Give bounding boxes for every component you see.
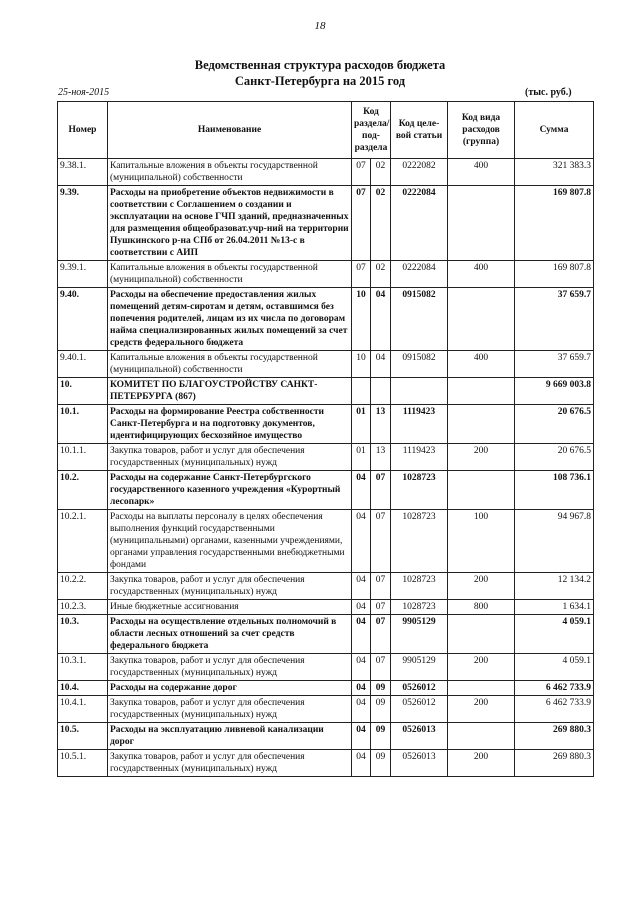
row-article: 0526012 — [391, 696, 448, 723]
row-subsection: 07 — [371, 573, 391, 600]
row-name: Капитальные вложения в объекты государственной (муниципальной) собственности — [108, 351, 352, 378]
header-amount: Сумма — [515, 102, 594, 159]
row-article: 1119423 — [391, 444, 448, 471]
row-amount: 6 462 733.9 — [515, 681, 594, 696]
row-amount: 4 059.1 — [515, 654, 594, 681]
row-expense-type — [448, 723, 515, 750]
row-section: 04 — [352, 681, 371, 696]
row-number: 9.38.1. — [58, 159, 108, 186]
header-row — [58, 102, 594, 159]
title-line-1: Ведомственная структура расходов бюджета — [194, 58, 446, 72]
row-article: 0526013 — [391, 750, 448, 777]
row-amount: 20 676.5 — [515, 405, 594, 444]
row-article — [391, 378, 448, 405]
row-section: 07 — [352, 261, 371, 288]
row-expense-type: 800 — [448, 600, 515, 615]
row-subsection: 07 — [371, 654, 391, 681]
header-number: Номер — [58, 102, 108, 159]
row-expense-type — [448, 681, 515, 696]
row-number: 10.5. — [58, 723, 108, 750]
row-amount: 1 634.1 — [515, 600, 594, 615]
row-section: 04 — [352, 510, 371, 573]
row-name: Иные бюджетные ассигнования — [108, 600, 352, 615]
row-expense-type: 200 — [448, 654, 515, 681]
row-name: Закупка товаров, работ и услуг для обеспечения государственных (муниципальных) нужд — [108, 654, 352, 681]
row-amount: 4 059.1 — [515, 615, 594, 654]
row-article: 0526013 — [391, 723, 448, 750]
row-article: 0222084 — [391, 186, 448, 261]
row-article: 1028723 — [391, 510, 448, 573]
row-section: 10 — [352, 351, 371, 378]
row-article: 0915082 — [391, 288, 448, 351]
table-body — [58, 159, 594, 777]
table-row — [58, 600, 594, 615]
row-name: Расходы на содержание Санкт-Петербургского государственного казенного учреждения «Курортный лесопарк» — [108, 471, 352, 510]
row-subsection: 04 — [371, 351, 391, 378]
table-row — [58, 681, 594, 696]
row-section: 04 — [352, 696, 371, 723]
row-number: 9.40. — [58, 288, 108, 351]
row-subsection: 04 — [371, 288, 391, 351]
row-amount: 12 134.2 — [515, 573, 594, 600]
row-section: 04 — [352, 750, 371, 777]
row-name: Расходы на эксплуатацию ливневой канализации дорог — [108, 723, 352, 750]
row-expense-type: 400 — [448, 261, 515, 288]
row-subsection: 07 — [371, 615, 391, 654]
row-expense-type: 200 — [448, 573, 515, 600]
row-article: 0222082 — [391, 159, 448, 186]
row-number: 9.39.1. — [58, 261, 108, 288]
row-number: 9.39. — [58, 186, 108, 261]
row-subsection: 09 — [371, 696, 391, 723]
row-name: Закупка товаров, работ и услуг для обеспечения государственных (муниципальных) нужд — [108, 573, 352, 600]
row-amount: 94 967.8 — [515, 510, 594, 573]
row-expense-type: 200 — [448, 696, 515, 723]
row-name: Расходы на осуществление отдельных полномочий в области лесных отношений за счет средств федерального бюджета — [108, 615, 352, 654]
row-expense-type: 400 — [448, 351, 515, 378]
row-amount: 108 736.1 — [515, 471, 594, 510]
table-row — [58, 351, 594, 378]
table-row — [58, 573, 594, 600]
page-number: 18 — [314, 20, 326, 32]
row-article: 1028723 — [391, 600, 448, 615]
header-article: Код целе- вой статьи — [391, 102, 448, 159]
row-article: 0526012 — [391, 681, 448, 696]
title-line-2: Санкт-Петербурга на 2015 год — [234, 74, 406, 88]
row-article: 0915082 — [391, 351, 448, 378]
row-expense-type: 200 — [448, 444, 515, 471]
row-subsection — [371, 378, 391, 405]
table-row — [58, 261, 594, 288]
row-subsection: 13 — [371, 444, 391, 471]
row-amount: 9 669 003.8 — [515, 378, 594, 405]
row-number: 9.40.1. — [58, 351, 108, 378]
row-number: 10.1. — [58, 405, 108, 444]
table-row — [58, 615, 594, 654]
row-number: 10.5.1. — [58, 750, 108, 777]
row-subsection: 02 — [371, 159, 391, 186]
row-name: Расходы на формирование Реестра собственности Санкт-Петербурга и на подготовку документов, идентифицирующих бесхозяйное имущество — [108, 405, 352, 444]
row-section: 04 — [352, 600, 371, 615]
table-row — [58, 471, 594, 510]
row-name: Расходы на приобретение объектов недвижимости в соответствии с Соглашением о создании и эксплуатации на основе ГЧП зданий, предназначенных для размещения общеобразоват.учр-ний на территории Пушкинского р-на СПб от 26.04.2011 №13-с в соответствии с АИП — [108, 186, 352, 261]
table-row — [58, 654, 594, 681]
table-row — [58, 159, 594, 186]
row-subsection: 13 — [371, 405, 391, 444]
header-name: Наименование — [108, 102, 352, 159]
row-section — [352, 378, 371, 405]
row-expense-type — [448, 288, 515, 351]
row-number: 10.2. — [58, 471, 108, 510]
budget-table — [57, 101, 594, 777]
row-article: 1028723 — [391, 573, 448, 600]
date-label: 25-ноя-2015 — [58, 87, 110, 98]
table-row — [58, 750, 594, 777]
row-amount: 321 383.3 — [515, 159, 594, 186]
table-row — [58, 696, 594, 723]
row-amount: 20 676.5 — [515, 444, 594, 471]
row-amount: 269 880.3 — [515, 723, 594, 750]
row-expense-type — [448, 615, 515, 654]
row-article: 9905129 — [391, 654, 448, 681]
row-number: 10.3. — [58, 615, 108, 654]
row-number: 10. — [58, 378, 108, 405]
header-section: Код раздела/ под- раздела — [352, 102, 391, 159]
row-number: 10.2.3. — [58, 600, 108, 615]
row-article: 9905129 — [391, 615, 448, 654]
row-article: 1119423 — [391, 405, 448, 444]
row-section: 01 — [352, 444, 371, 471]
row-subsection: 02 — [371, 261, 391, 288]
row-number: 10.4.1. — [58, 696, 108, 723]
row-article: 0222084 — [391, 261, 448, 288]
row-amount: 6 462 733.9 — [515, 696, 594, 723]
row-amount: 37 659.7 — [515, 288, 594, 351]
row-amount: 169 807.8 — [515, 186, 594, 261]
row-amount: 169 807.8 — [515, 261, 594, 288]
row-number: 10.2.1. — [58, 510, 108, 573]
header-expense-type: Код вида расходов (группа) — [448, 102, 515, 159]
row-section: 04 — [352, 573, 371, 600]
row-subsection: 07 — [371, 510, 391, 573]
row-amount: 37 659.7 — [515, 351, 594, 378]
row-number: 10.4. — [58, 681, 108, 696]
row-section: 07 — [352, 186, 371, 261]
row-name: Расходы на выплаты персоналу в целях обеспечения выполнения функций государственными (муниципальными) органами, казенными учреждениями, органами управления государственными внебюджетными фондами — [108, 510, 352, 573]
row-name: Капитальные вложения в объекты государственной (муниципальной) собственности — [108, 159, 352, 186]
table-row — [58, 378, 594, 405]
row-expense-type: 400 — [448, 159, 515, 186]
row-article: 1028723 — [391, 471, 448, 510]
row-subsection: 07 — [371, 600, 391, 615]
row-section: 04 — [352, 654, 371, 681]
row-name: Закупка товаров, работ и услуг для обеспечения государственных (муниципальных) нужд — [108, 444, 352, 471]
row-name: Закупка товаров, работ и услуг для обеспечения государственных (муниципальных) нужд — [108, 750, 352, 777]
row-expense-type — [448, 186, 515, 261]
table-row — [58, 723, 594, 750]
units-label: (тыс. руб.) — [525, 87, 572, 98]
row-number: 10.1.1. — [58, 444, 108, 471]
table-row — [58, 510, 594, 573]
row-name: Закупка товаров, работ и услуг для обеспечения государственных (муниципальных) нужд — [108, 696, 352, 723]
row-expense-type — [448, 471, 515, 510]
row-subsection: 09 — [371, 723, 391, 750]
document-title — [0, 57, 640, 89]
table-row — [58, 405, 594, 444]
row-name: КОМИТЕТ ПО БЛАГОУСТРОЙСТВУ САНКТ-ПЕТЕРБУРГА (867) — [108, 378, 352, 405]
row-name: Расходы на обеспечение предоставления жилых помещений детям-сиротам и детям, оставшимся без попечения родителей, лицам из их числа по договорам найма специализированных жилых помещений за счет средств федерального бюджета — [108, 288, 352, 351]
row-number: 10.2.2. — [58, 573, 108, 600]
row-subsection: 09 — [371, 681, 391, 696]
row-section: 04 — [352, 615, 371, 654]
row-subsection: 02 — [371, 186, 391, 261]
table-row — [58, 444, 594, 471]
row-section: 07 — [352, 159, 371, 186]
row-amount: 269 880.3 — [515, 750, 594, 777]
table-row — [58, 288, 594, 351]
table-row — [58, 186, 594, 261]
row-section: 10 — [352, 288, 371, 351]
row-section: 04 — [352, 723, 371, 750]
row-number: 10.3.1. — [58, 654, 108, 681]
row-expense-type — [448, 378, 515, 405]
row-name: Капитальные вложения в объекты государственной (муниципальной) собственности — [108, 261, 352, 288]
row-expense-type: 200 — [448, 750, 515, 777]
row-section: 04 — [352, 471, 371, 510]
row-section: 01 — [352, 405, 371, 444]
row-subsection: 09 — [371, 750, 391, 777]
row-subsection: 07 — [371, 471, 391, 510]
row-expense-type: 100 — [448, 510, 515, 573]
row-expense-type — [448, 405, 515, 444]
row-name: Расходы на содержание дорог — [108, 681, 352, 696]
